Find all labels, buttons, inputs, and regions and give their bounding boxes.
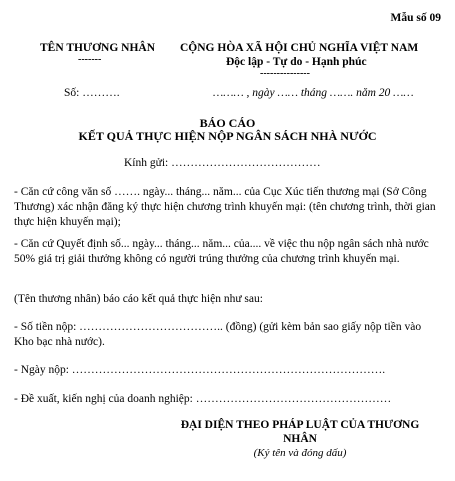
report-subtitle: KẾT QUẢ THỰC HIỆN NỘP NGÂN SÁCH NHÀ NƯỚC [78,129,377,143]
paragraph-proposals: - Đề xuất, kiến nghị của doanh nghiệp: …………………………………………… [14,393,392,405]
paragraph-basis-dispatch: - Căn cứ công văn số ……. ngày... tháng... năm... của Cục Xúc tiến thương mại (Sở Công Thương) xác nhận đăng ký thực hiện chương trình khuyến mại: (tên chương trình, thời gian thực hiện khuyến mại); [14,186,436,228]
signature-title-continued: NHÂN [283,433,317,445]
date-line: ……… , ngày …… tháng ……. năm 20 …… [213,87,414,99]
report-title: BÁO CÁO [199,116,256,130]
organization-rule: ------- [78,54,102,65]
national-motto: Độc lập - Tự do - Hạnh phúc [226,56,367,68]
signature-title: ĐẠI DIỆN THEO PHÁP LUẬT CỦA THƯƠNG [180,419,420,431]
paragraph-report-intro: (Tên thương nhân) báo cáo kết quả thực hiện như sau: [14,293,263,305]
paragraph-payment-date: - Ngày nộp: ………………………………………………………………………. [14,364,386,376]
organization-name: TÊN THƯƠNG NHÂN [40,42,156,54]
paragraph-amount-paid: - Số tiền nộp: ……………………………….. (đồng) (gửi kèm bản sao giấy nộp tiền vào Kho bạc nhà nước). [14,321,422,348]
form-number: Mẫu số 09 [390,12,441,24]
paragraph-basis-decision: - Căn cứ Quyết định số... ngày... tháng... năm... của.... về việc thu nộp ngân sách nhà nước 50% giá trị giải thưởng không có người trúng thưởng của chương trình khuyến mại. [14,238,429,265]
signature-note: (Ký tên và đóng dấu) [253,447,347,459]
recipient-line: Kính gửi: ………………………………… [124,157,321,169]
motto-rule: --------------- [260,68,310,79]
national-title: CỘNG HÒA XÃ HỘI CHỦ NGHĨA VIỆT NAM [180,42,419,54]
document-number: Số: ………. [64,87,120,99]
